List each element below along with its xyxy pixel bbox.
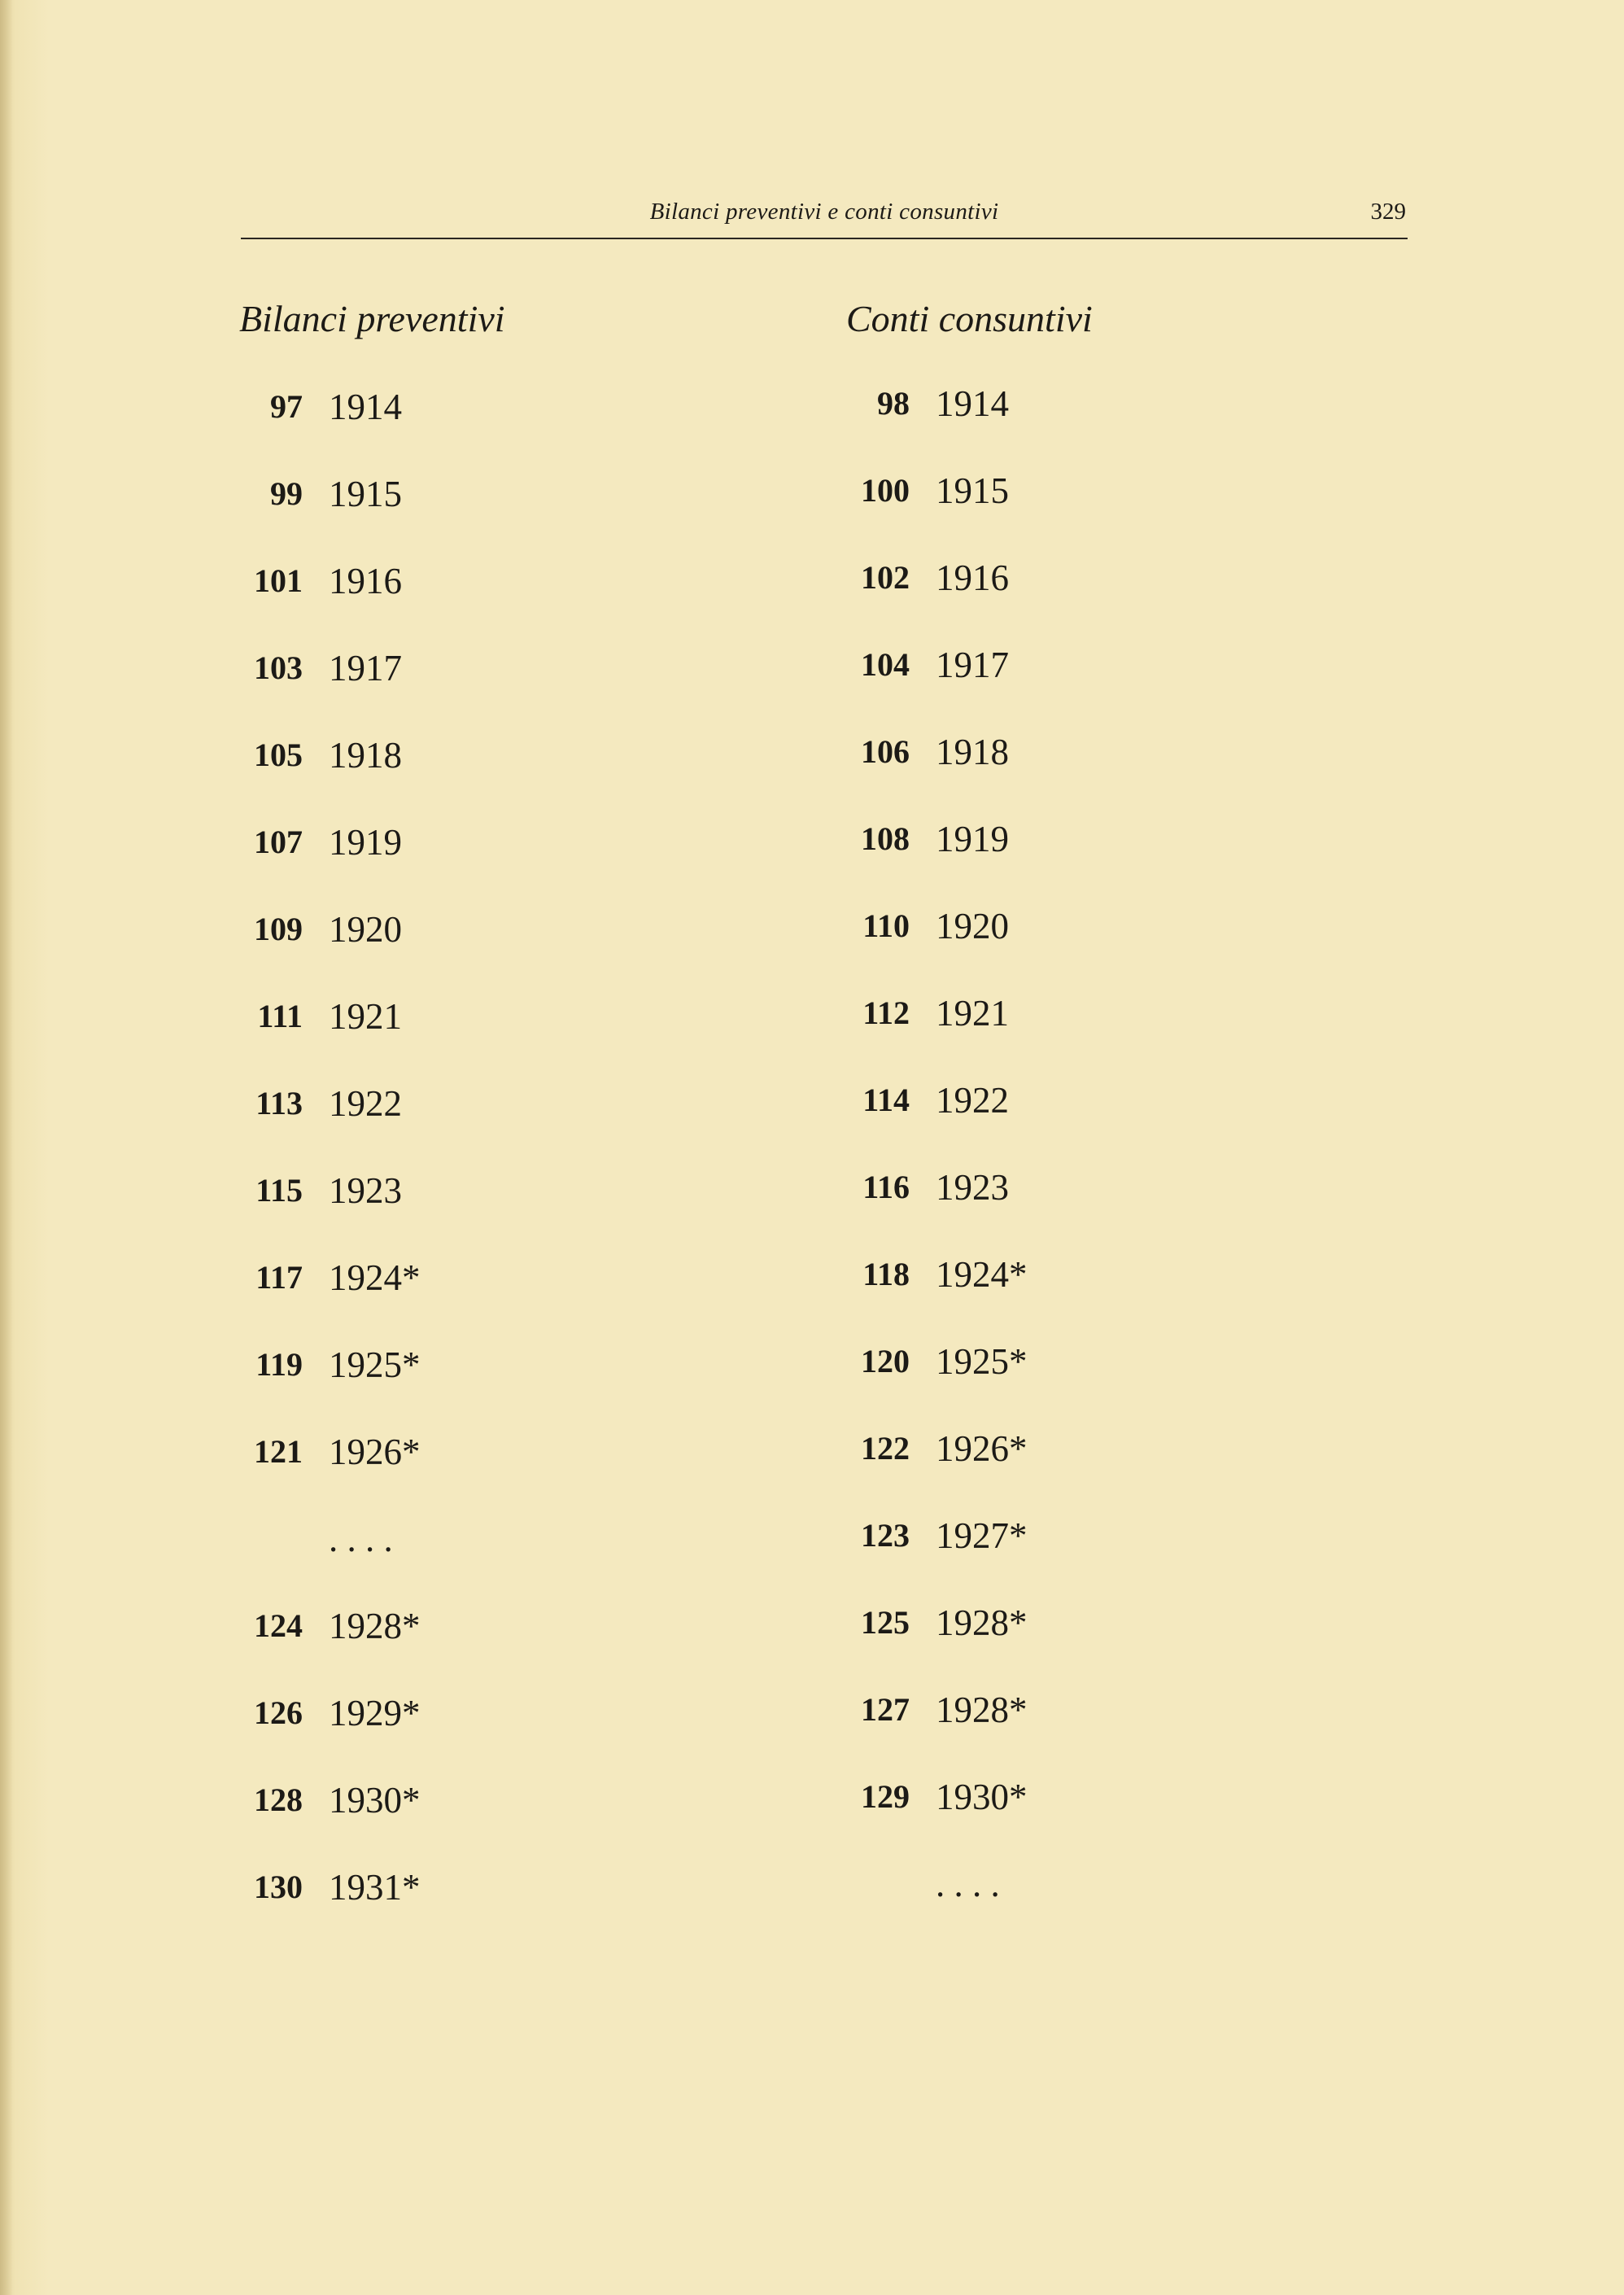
entry-number: 128 <box>254 1781 303 1818</box>
list-item <box>239 1253 809 1340</box>
entry-number: 116 <box>862 1169 910 1205</box>
list-item <box>846 728 1416 815</box>
entry-year: . . . . <box>329 1519 393 1559</box>
entry-number: 99 <box>270 475 303 512</box>
list-item <box>239 1689 809 1776</box>
entry-year: 1924* <box>329 1257 421 1298</box>
list-item <box>239 644 809 731</box>
entry-year: 1918 <box>936 732 1009 772</box>
entry-number: 126 <box>254 1694 303 1731</box>
entry-number: 129 <box>861 1778 910 1815</box>
entry-year: 1921 <box>329 996 402 1037</box>
list-item <box>239 1863 809 1950</box>
entry-year: 1914 <box>329 387 402 427</box>
entry-year: 1915 <box>329 474 402 514</box>
column-conti-consuntivi <box>846 293 1416 1943</box>
list-item <box>846 1511 1416 1598</box>
entry-year: 1921 <box>936 993 1009 1034</box>
list-item <box>846 902 1416 989</box>
entry-number: 110 <box>862 907 910 944</box>
list-item-gap <box>239 1515 809 1602</box>
list-item <box>846 553 1416 640</box>
page-number: 329 <box>1370 199 1406 225</box>
entry-number: 97 <box>270 388 303 425</box>
entry-number: 108 <box>861 820 910 857</box>
entry-number: 124 <box>254 1607 303 1644</box>
entry-number: 125 <box>861 1604 910 1641</box>
entry-year: 1915 <box>936 470 1009 511</box>
entry-number: 106 <box>861 733 910 770</box>
entry-number: 100 <box>861 472 910 509</box>
entry-year: 1930* <box>936 1777 1028 1817</box>
list-item <box>846 1250 1416 1337</box>
entry-year: 1923 <box>936 1167 1009 1208</box>
entry-number: 113 <box>255 1085 303 1121</box>
list-item <box>239 1602 809 1689</box>
entry-year: 1914 <box>936 383 1009 424</box>
entry-number: 102 <box>861 559 910 596</box>
list-item <box>239 818 809 905</box>
list-item <box>239 905 809 992</box>
entry-year: 1928* <box>936 1690 1028 1730</box>
list-item <box>846 815 1416 902</box>
entry-number: 119 <box>255 1346 303 1383</box>
entry-year: 1922 <box>936 1080 1009 1121</box>
entry-list <box>239 382 809 1950</box>
entry-number: 101 <box>254 562 303 599</box>
entry-year: 1928* <box>329 1606 421 1646</box>
list-item <box>846 1685 1416 1773</box>
list-item <box>846 379 1416 466</box>
running-title: Bilanci preventivi e conti consuntivi <box>649 199 999 225</box>
list-item <box>846 1773 1416 1860</box>
entry-list <box>846 379 1416 1947</box>
list-item <box>846 466 1416 553</box>
entry-year: 1924* <box>936 1254 1028 1295</box>
entry-year: 1916 <box>329 561 402 601</box>
entry-year: 1929* <box>329 1693 421 1733</box>
entry-year: 1923 <box>329 1170 402 1211</box>
entry-year: 1926* <box>329 1432 421 1472</box>
entry-number: 117 <box>255 1259 303 1296</box>
list-item <box>239 1079 809 1166</box>
entry-year: 1930* <box>329 1780 421 1821</box>
entry-number: 109 <box>254 911 303 947</box>
column-bilanci-preventivi <box>239 293 809 1943</box>
entry-year: 1925* <box>936 1341 1028 1382</box>
entry-year: 1919 <box>329 822 402 863</box>
entry-year: 1918 <box>329 735 402 776</box>
list-item <box>846 989 1416 1076</box>
entry-number: 104 <box>861 646 910 683</box>
entry-year: 1920 <box>936 906 1009 946</box>
list-item <box>846 1337 1416 1424</box>
binding-shadow <box>0 0 13 2295</box>
entry-year: 1917 <box>329 648 402 688</box>
entry-year: 1920 <box>329 909 402 950</box>
entry-number: 103 <box>254 649 303 686</box>
list-item <box>239 1340 809 1427</box>
entry-year: 1916 <box>936 557 1009 598</box>
list-item <box>239 731 809 818</box>
entry-number: 107 <box>254 824 303 860</box>
list-item <box>239 992 809 1079</box>
column-heading: Bilanci preventivi <box>239 298 505 339</box>
entry-year: 1922 <box>329 1083 402 1124</box>
entry-number: 98 <box>877 385 910 422</box>
list-item <box>846 1598 1416 1685</box>
list-item <box>239 470 809 557</box>
list-item <box>846 1076 1416 1163</box>
list-item <box>239 1776 809 1863</box>
entry-number: 127 <box>861 1691 910 1728</box>
entry-number: 120 <box>861 1343 910 1379</box>
entry-number: 115 <box>255 1172 303 1209</box>
entry-number: 121 <box>254 1433 303 1470</box>
entry-year: 1919 <box>936 819 1009 859</box>
running-header <box>241 194 1408 238</box>
list-item-gap <box>846 1860 1416 1947</box>
list-item <box>239 1166 809 1253</box>
list-item <box>846 640 1416 728</box>
list-item <box>239 1427 809 1515</box>
list-item <box>846 1163 1416 1250</box>
list-item <box>239 382 809 470</box>
entry-number: 105 <box>254 737 303 773</box>
entry-number: 122 <box>861 1430 910 1467</box>
entry-number: 111 <box>257 998 303 1034</box>
column-heading: Conti consuntivi <box>846 298 1093 339</box>
entry-year: 1925* <box>329 1344 421 1385</box>
entry-number: 112 <box>862 994 910 1031</box>
entry-number: 118 <box>862 1256 910 1292</box>
entry-number: 123 <box>861 1517 910 1554</box>
header-rule <box>241 238 1408 239</box>
entry-year: 1928* <box>936 1602 1028 1643</box>
entry-year: 1927* <box>936 1515 1028 1556</box>
entry-year: 1931* <box>329 1867 421 1908</box>
entry-year: . . . . <box>936 1864 1000 1904</box>
entry-year: 1926* <box>936 1428 1028 1469</box>
list-item <box>239 557 809 644</box>
entry-number: 130 <box>254 1869 303 1905</box>
entry-number: 114 <box>862 1082 910 1118</box>
entry-year: 1917 <box>936 645 1009 685</box>
list-item <box>846 1424 1416 1511</box>
